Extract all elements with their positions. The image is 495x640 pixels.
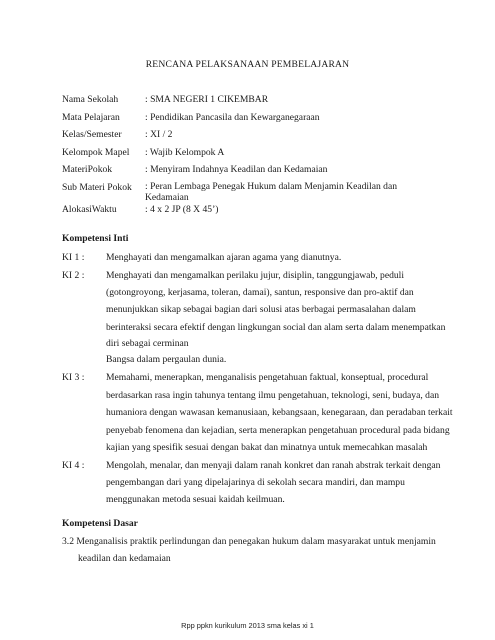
info-value: : 4 x 2 JP (8 X 45’) [145,204,219,215]
info-value: : SMA NEGERI 1 CIKEMBAR [145,94,269,105]
kompetensi-inti-heading: Kompetensi Inti [62,233,129,244]
ki-line: menunjukkan sikap sebagai bagian dari solusi atas berbagai permasalahan dalam [106,304,416,315]
info-value-line: Kedamaian [145,192,189,203]
info-value: : Wajib Kelompok A [145,147,225,158]
info-value: : Pendidikan Pancasila dan Kewarganegaraan [145,112,320,123]
document-title: RENCANA PELAKSANAAN PEMBELAJARAN [145,59,350,70]
ki-line: Menghayati dan mengamalkan perilaku jujur, disiplin, tanggungjawab, peduli [106,270,405,281]
ki-line: Bangsa dalam pergaulan dunia. [106,354,227,365]
info-label: Kelompok Mapel [62,147,130,158]
ki-code: KI 3 : [62,372,85,383]
ki-line: berinteraksi secara efektif dengan lingkungan social dan alam serta dalam menempatkan [106,322,446,333]
info-value: : XI / 2 [145,129,173,140]
ki-code: KI 2 : [62,270,85,281]
info-label: Mata Pelajaran [62,112,120,123]
ki-line: kajian yang spesifik sesuai dengan bakat dan minatnya untuk memecahkan masalah [106,442,428,453]
ki-line: diri sebagai cerminan [106,338,189,349]
info-label: Nama Sekolah [62,94,119,105]
info-label: AlokasiWaktu [62,204,117,215]
info-label: Kelas/Semester [62,129,122,140]
page-footer: Rpp ppkn kurikulum 2013 sma kelas xi 1 [181,621,314,630]
info-label: Sub Materi Pokok [62,182,132,193]
kd-line: keadilan dan kedamaian [78,553,171,564]
kd-line: 3.2 Menganalisis praktik perlindungan dan penegakan hukum dalam masyarakat untuk menjamin [62,536,436,547]
info-value: : Menyiram Indahnya Keadilan dan Kedamaian [145,164,328,175]
ki-line: menggunakan metoda sesuai kaidah keilmuan. [106,494,285,505]
ki-line: humaniora dengan wawasan kemanusiaan, kebangsaan, kenegaraan, dan peradaban terkait [106,407,453,418]
ki-code: KI 4 : [62,460,85,471]
info-label: MateriPokok [62,164,113,175]
ki-line: (gotongroyong, kerjasama, toleran, damai), santun, responsive dan pro-aktif dan [106,287,414,298]
info-value-line: : Peran Lembaga Penegak Hukum dalam Menjamin Keadilan dan [145,181,398,192]
kompetensi-dasar-heading: Kompetensi Dasar [62,518,138,529]
ki-code: KI 1 : [62,252,85,263]
ki-line: Memahami, menerapkan, menganalisis pengetahuan faktual, konseptual, procedural [106,372,429,383]
info-value [145,181,397,203]
ki-line: Menghayati dan mengamalkan ajaran agama yang dianutnya. [106,252,342,263]
ki-line: Mengolah, menalar, dan menyaji dalam ranah konkret dan ranah abstrak terkait dengan [106,460,441,471]
ki-line: pengembangan dari yang dipelajarinya di sekolah secara mandiri, dan mampu [106,477,405,488]
ki-line: berdasarkan rasa ingin tahunya tentang ilmu pengetahuan, teknologi, seni, budaya, dan [106,390,440,401]
ki-line: penyebab fenomena dan kejadian, serta menerapkan pengetahuan procedural pada bidang [106,425,450,436]
